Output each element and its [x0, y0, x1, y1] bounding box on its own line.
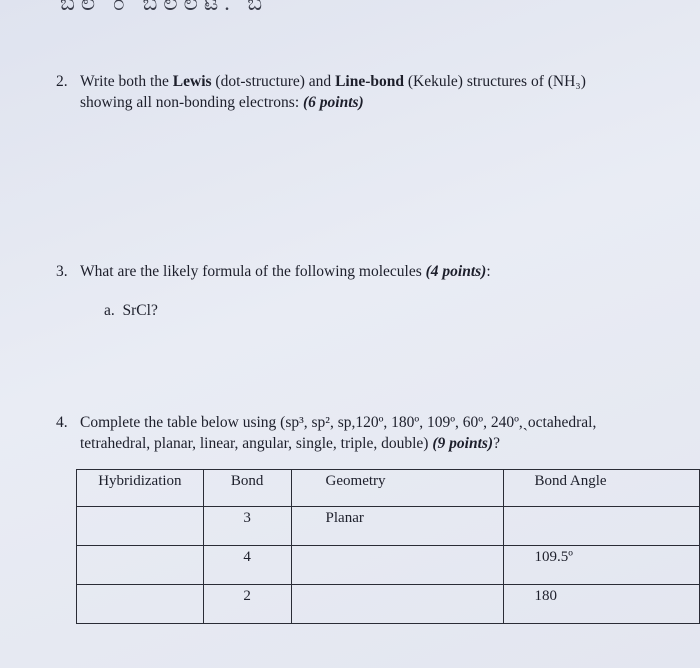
table-cell: 109.5º	[504, 546, 700, 585]
table-cell[interactable]	[77, 585, 204, 624]
table-cell[interactable]	[504, 507, 700, 546]
q2-lewis-bold: Lewis	[172, 73, 212, 90]
table-row	[77, 507, 700, 546]
q2-text-part: (Kekule) structures of (NH₃)	[403, 73, 586, 90]
q3-points: (4 points)	[425, 263, 487, 280]
q2-linebond-bold: Line-bond	[335, 73, 404, 90]
q4-text-part: tetrahedral, planar, linear, angular, single, triple, double)	[80, 435, 433, 452]
question-4-text	[80, 412, 596, 454]
q3a-formula: SrCl?	[122, 302, 158, 319]
table-cell[interactable]	[77, 546, 204, 585]
header-bond-angle: Bond Angle	[504, 470, 700, 507]
q3-text-part: What are the likely formula of the following molecules	[80, 263, 426, 280]
table-cell: 2	[203, 585, 291, 624]
table-cell: Planar	[291, 507, 504, 546]
question-4-number: 4.	[56, 414, 68, 431]
q4-text-part: ?	[493, 435, 500, 452]
table-cell[interactable]	[291, 546, 504, 585]
table-cell: 4	[203, 546, 291, 585]
question-2-number: 2.	[56, 73, 68, 90]
q2-text-part: Write both the	[80, 73, 173, 90]
header-hybridization: Hybridization	[77, 470, 204, 507]
table-cell: 3	[203, 507, 291, 546]
table-row	[77, 546, 700, 585]
question-3-text	[80, 261, 491, 282]
table-cell[interactable]	[77, 507, 204, 546]
q2-text-part: (dot-structure) and	[211, 73, 336, 90]
question-3a	[104, 302, 158, 320]
hybridization-table	[76, 469, 700, 624]
question-2-text	[80, 71, 586, 113]
table-header-row	[77, 470, 700, 507]
q4-points: (9 points)	[432, 435, 494, 452]
q3a-label: a.	[104, 302, 115, 319]
header-bond: Bond	[203, 470, 291, 507]
table-cell: 180	[504, 585, 700, 624]
q4-line-1: Complete the table below using (sp³, sp², sp,120º, 180º, 109º, 60º, 240º,ˎoctahedral,	[80, 414, 597, 431]
q2-points: (6 points)	[303, 94, 364, 111]
table-row	[77, 585, 700, 624]
question-3-number: 3.	[56, 263, 68, 280]
table-cell[interactable]	[291, 585, 504, 624]
header-geometry: Geometry	[291, 470, 504, 507]
q3-text-part: :	[486, 263, 491, 280]
q2-text-part: showing all non-bonding electrons:	[80, 94, 303, 111]
cut-off-top-text: ಬಲ ೦ ಬಲಲಟ. ಬ	[60, 0, 269, 15]
